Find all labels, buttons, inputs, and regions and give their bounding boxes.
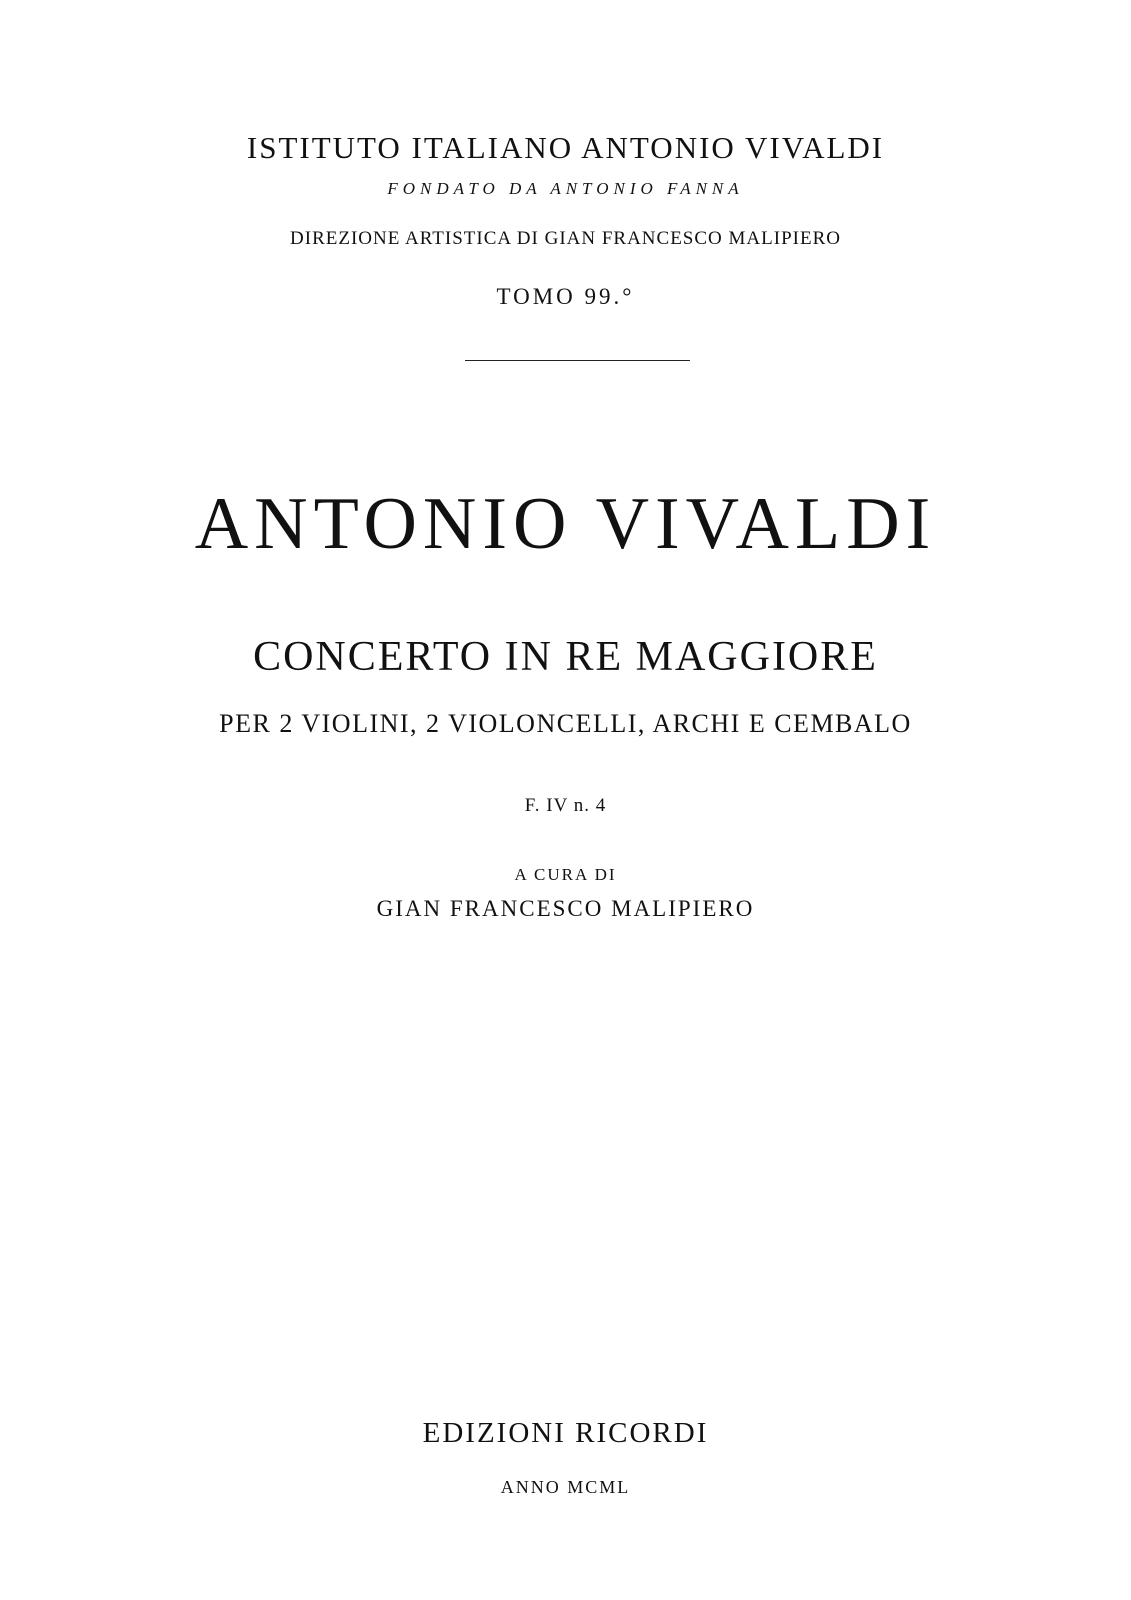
artistic-direction-line: DIREZIONE ARTISTICA DI GIAN FRANCESCO MALIPIERO <box>290 228 841 249</box>
volume-number: TOMO 99.° <box>496 284 635 309</box>
work-title: CONCERTO IN RE MAGGIORE <box>253 634 878 680</box>
divider-rule <box>465 360 690 361</box>
institute-name: ISTITUTO ITALIANO ANTONIO VIVALDI <box>246 130 885 165</box>
publication-year: ANNO MCML <box>500 1477 631 1497</box>
editor-label: A CURA DI <box>514 865 617 884</box>
publisher-name: EDIZIONI RICORDI <box>422 1417 709 1449</box>
founder-line: FONDATO DA ANTONIO FANNA <box>387 179 744 198</box>
editor-name: GIAN FRANCESCO MALIPIERO <box>376 896 755 921</box>
instrumentation-line: PER 2 VIOLINI, 2 VIOLONCELLI, ARCHI E CEMBALO <box>219 709 912 738</box>
catalog-number: F. IV n. 4 <box>524 795 607 816</box>
composer-name: ANTONIO VIVALDI <box>194 483 937 565</box>
